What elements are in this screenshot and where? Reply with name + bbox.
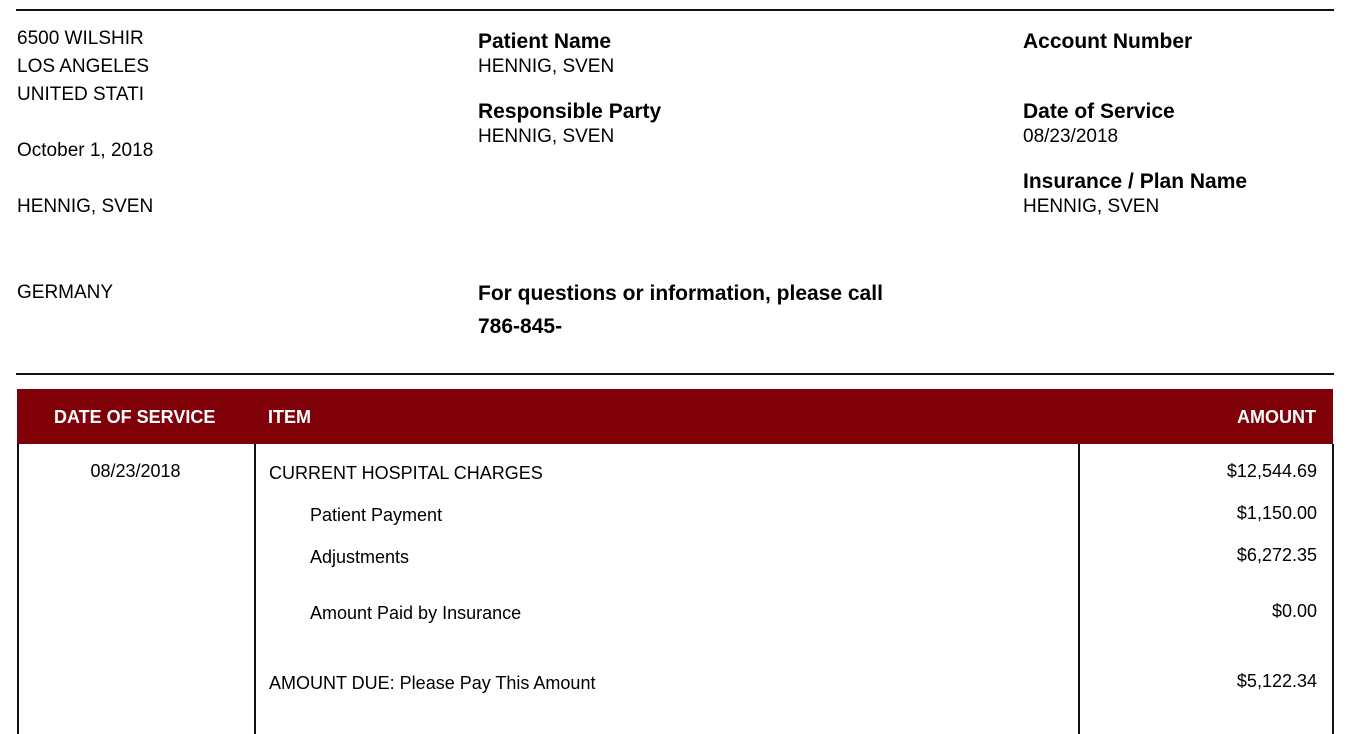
- amount-hospital-charges: $12,544.69: [1226, 461, 1317, 481]
- row-service-date: 08/23/2018: [90, 461, 181, 481]
- table-divider-item-amount: [1078, 444, 1080, 734]
- sender-address-line3: UNITED STATI: [17, 84, 145, 105]
- account-number-label: Account Number: [1023, 30, 1193, 53]
- statement-date: October 1, 2018: [17, 140, 154, 161]
- insurance-plan-label: Insurance / Plan Name: [1023, 170, 1248, 193]
- amount-adjustments: $6,272.35: [1236, 545, 1317, 565]
- item-amount-due: AMOUNT DUE: Please Pay This Amount: [269, 673, 596, 693]
- insurance-plan-value: HENNIG, SVEN: [1023, 196, 1160, 217]
- date-of-service-label: Date of Service: [1023, 100, 1175, 123]
- sender-address-line2: LOS ANGELES: [17, 56, 150, 77]
- item-adjustments: Adjustments: [310, 547, 410, 567]
- recipient-country: GERMANY: [17, 282, 114, 303]
- item-insurance-paid: Amount Paid by Insurance: [310, 603, 522, 623]
- amount-insurance-paid: $0.00: [1271, 601, 1317, 621]
- sender-address-line1: 6500 WILSHIR: [17, 28, 144, 49]
- item-hospital-charges: CURRENT HOSPITAL CHARGES: [269, 463, 543, 483]
- item-patient-payment: Patient Payment: [310, 505, 443, 525]
- responsible-party-value: HENNIG, SVEN: [478, 126, 615, 147]
- recipient-name: HENNIG, SVEN: [17, 196, 154, 217]
- middle-rule: [16, 373, 1334, 375]
- date-of-service-value: 08/23/2018: [1023, 126, 1119, 147]
- table-divider-date-item: [254, 444, 256, 734]
- patient-name-label: Patient Name: [478, 30, 612, 53]
- top-rule: [16, 9, 1334, 11]
- date-of-service-column-header: DATE OF SERVICE: [54, 407, 216, 427]
- contact-text: For questions or information, please call: [478, 282, 883, 305]
- amount-due: $5,122.34: [1236, 671, 1317, 691]
- patient-name-value: HENNIG, SVEN: [478, 56, 615, 77]
- charges-table-header: [17, 389, 1333, 444]
- amount-column-header: AMOUNT: [1237, 407, 1316, 427]
- item-column-header: ITEM: [268, 407, 311, 427]
- amount-patient-payment: $1,150.00: [1236, 503, 1317, 523]
- table-left-border: [17, 444, 19, 734]
- contact-phone: 786-845-: [478, 315, 563, 338]
- table-right-border: [1332, 444, 1334, 734]
- responsible-party-label: Responsible Party: [478, 100, 662, 123]
